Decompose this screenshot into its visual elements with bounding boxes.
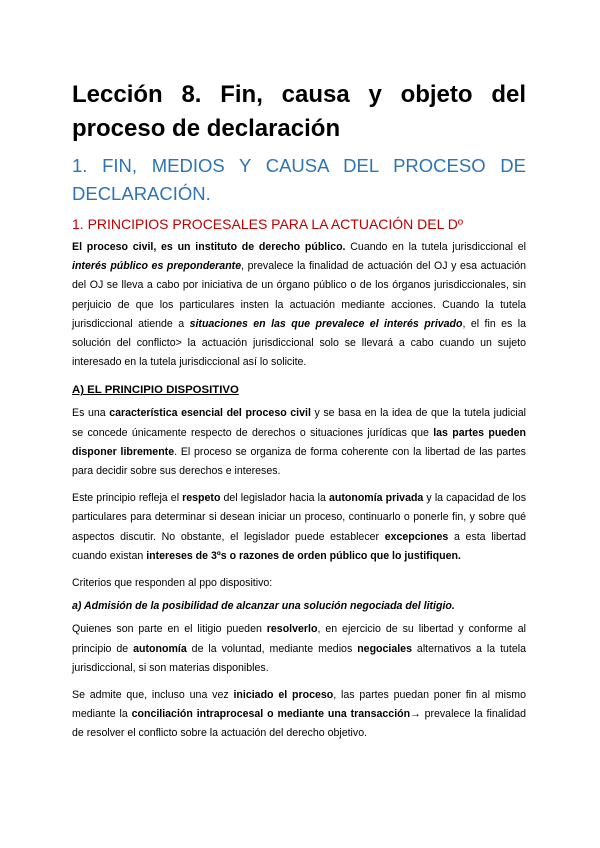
bold-text: El proceso civil, es un instituto de derecho público. bbox=[72, 241, 346, 253]
paragraph-admision-heading: a) Admisión de la posibilidad de alcanzar una solución negociada del litigio. bbox=[72, 600, 455, 613]
paragraph-criterios: Criterios que responden al ppo dispositivo: bbox=[72, 577, 273, 590]
paragraph-conciliacion: Se admite que, incluso una vez iniciado el proceso, las partes puedan poner fin al mismo mediante la conciliación intraprocesal o mediante una transacción→ prevalece la finalidad de resolver el conflicto sobre la actuación del derecho objetivo. bbox=[72, 689, 527, 740]
bold-italic-text: situaciones en las que prevalece el interés privado bbox=[189, 317, 463, 330]
lesson-title-line1: Lección 8. Fin, causa y objeto del bbox=[72, 81, 526, 108]
paragraph-resolverlo: Quienes son parte en el litigio pueden resolverlo, en ejercicio de su libertad y conforme al principio de autonomía de la voluntad, mediante medios negociales alternativos a la tutela jurisdiccional, si son materias disponibles. bbox=[72, 623, 527, 674]
lesson-title bbox=[72, 78, 526, 146]
paragraph-proceso-civil: El proceso civil, es un instituto de derecho público. Cuando en la tutela jurisdiccional el interés público es preponderante, prevalece la finalidad de actuación del OJ y esa actuación del OJ se lleva a cabo por iniciativa de un órgano público o de los órganos jurisdiccionales, sin perjuicio de que los particulares insten la actuación mediante acciones. Cuando la tutela jurisdiccional atiende a situaciones en las que prevalece el interés privado, el fin es la solución del conflicto> la actuación jurisdiccional solo se llevará a cabo cuando un sujeto interesado en la tutela jurisdiccional así lo solicite. bbox=[72, 241, 526, 369]
lesson-title-line2: proceso de declaración bbox=[72, 115, 341, 142]
section-heading: 1. FIN, MEDIOS Y CAUSA DEL PROCESO DE DECLARACIÓN. bbox=[72, 155, 526, 204]
document-page bbox=[72, 78, 526, 744]
paragraph-caracteristica: Es una característica esencial del proceso civil y se basa en la idea de que la tutela judicial se concede únicamente respecto de derechos o situaciones jurídicas que las partes pueden disponer libremente. El proceso se organiza de forma coherente con la libertad de las partes para decidir sobre sus derechos e intereses. bbox=[72, 407, 527, 478]
paragraph-respeto: Este principio refleja el respeto del legislador hacia la autonomía privada y la capacidad de los particulares para determinar si desean iniciar un proceso, continuarlo o ponerle fin, y sobre qué aspectos discutir. No obstante, el legislador puede establecer excepciones a esta libertad cuando existan intereses de 3ºs o razones de orden público que lo justifiquen. bbox=[72, 492, 526, 562]
subsection-heading: 1. PRINCIPIOS PROCESALES PARA LA ACTUACIÓN DEL Dº bbox=[72, 216, 464, 232]
heading-principio-dispositivo: A) EL PRINCIPIO DISPOSITIVO bbox=[72, 384, 239, 397]
bold-italic-text: interés público es preponderante bbox=[72, 260, 242, 273]
